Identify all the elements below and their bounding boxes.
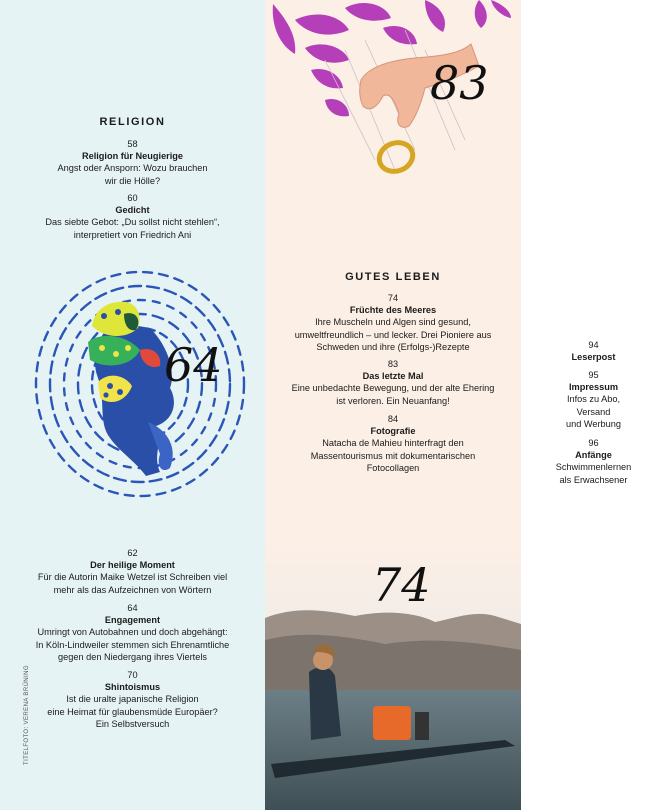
entry-description: Ihre Muscheln und Algen sind gesund, umweltfreundlich – und lecker. Drei Pioniere aus Schweden und ihre (Erfolgs-)Rezepte	[294, 317, 492, 352]
illustration-page-number: 64	[164, 338, 223, 392]
toc-entry[interactable]	[275, 413, 511, 474]
toc-entry[interactable]	[10, 192, 255, 241]
photo-page-number: 74	[372, 558, 431, 612]
swimmer-illustration	[28, 262, 258, 507]
page-number: 64	[127, 603, 138, 613]
toc-entry[interactable]	[10, 138, 255, 187]
page-number: 84	[387, 414, 399, 424]
entry-title: Religion für Neugierige	[81, 151, 184, 162]
toc-entry[interactable]	[528, 437, 659, 486]
entry-title: Gedicht	[115, 205, 150, 216]
page-number: 60	[127, 193, 138, 203]
toc-entry[interactable]	[275, 292, 511, 353]
entry-title: Shintoismus	[104, 682, 161, 693]
entry-description: Umringt von Autobahnen und doch abgehängt: In Köln-Lindweiler stemmen sich Ehrenamtliche gegen den Niedergang ihres Viertels	[35, 627, 230, 662]
toc-entry[interactable]	[528, 339, 659, 363]
toc-entry[interactable]	[10, 547, 255, 596]
page-number: 62	[127, 548, 138, 558]
entry-description: Angst oder Ansporn: Wozu brauchen wir die Hölle?	[57, 163, 208, 186]
entry-title: Der heilige Moment	[90, 560, 175, 571]
toc-entry[interactable]	[10, 669, 255, 730]
toc-entry[interactable]	[528, 369, 659, 430]
page-number: 95	[588, 370, 599, 380]
entry-description: Schwimmenlernen als Erwachsener	[555, 462, 632, 485]
section-title-gutes-leben: GUTES LEBEN	[345, 271, 441, 283]
page-number: 74	[387, 293, 399, 303]
page-number: 94	[588, 340, 599, 350]
entry-description: Infos zu Abo, Versand und Werbung	[566, 394, 621, 429]
toc-entry[interactable]	[275, 358, 511, 407]
page-number: 96	[588, 438, 599, 448]
entry-title: Das letzte Mal	[362, 371, 424, 382]
page-number: 70	[127, 670, 138, 680]
entry-title: Früchte des Meeres	[349, 305, 437, 316]
entry-title: Impressum	[568, 382, 619, 393]
entry-description: Natacha de Mahieu hinterfragt den Massentourismus mit dokumentarischen Fotocollagen	[310, 438, 476, 473]
entry-title: Anfänge	[575, 450, 612, 461]
page-number: 83	[387, 359, 399, 369]
toc-entry[interactable]	[10, 602, 255, 663]
entry-description: Ist die uralte japanische Religion eine Heimat für glaubensmüde Europäer? Ein Selbstversuch	[47, 694, 218, 729]
entry-description: Das siebte Gebot: „Du sollst nicht stehlen“, interpretiert von Friedrich Ani	[45, 217, 220, 240]
photo-credit: TITELFOTO: VERENA BRÜNING	[24, 665, 30, 765]
entry-title: Leserpost	[571, 352, 616, 363]
illustration-page-number: 83	[430, 56, 489, 110]
entry-description: Eine unbedachte Bewegung, und der alte Ehering ist verloren. Ein Neuanfang!	[291, 383, 495, 406]
section-title-religion: RELIGION	[99, 116, 166, 128]
entry-description: Für die Autorin Maike Wetzel ist Schreiben viel mehr als das Aufzeichnen von Wörtern	[37, 572, 228, 595]
entry-title: Fotografie	[370, 426, 416, 437]
entry-title: Engagement	[104, 615, 161, 626]
page-number: 58	[127, 139, 138, 149]
